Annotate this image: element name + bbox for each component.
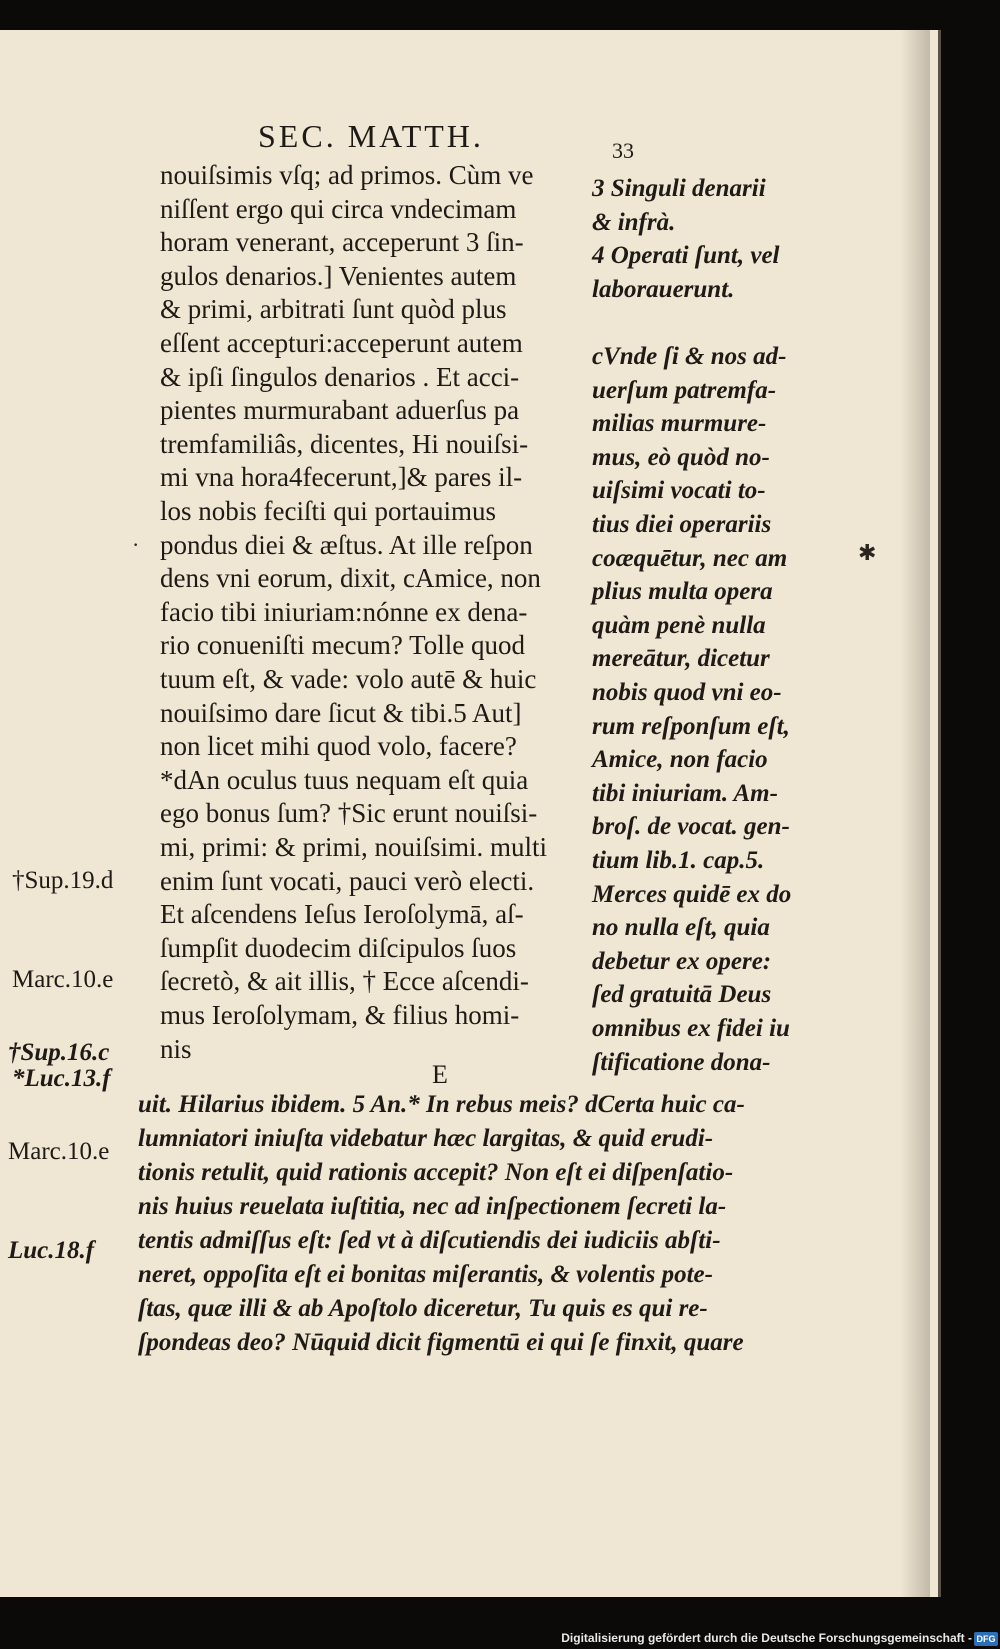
main-text-line: rio conueniſti mecum? Tolle quod — [160, 630, 526, 661]
main-text-line: tremfamiliâs, dicentes, Hi nouiſsi- — [160, 428, 529, 459]
main-text-line: los nobis feciſti qui portauimus — [160, 496, 496, 526]
gloss-line: quàm penè nulla — [592, 611, 766, 639]
main-text-line: mus Ieroſolymam, & filius homi- — [160, 1000, 520, 1030]
main-text-line: & primi, arbitrati ſunt quòd plus — [160, 294, 507, 325]
margin-reference: Luc.18.f — [8, 1237, 95, 1264]
ink-speck: · — [132, 532, 140, 557]
gloss-line: laborauerunt. — [592, 275, 735, 303]
gloss-line: nobis quod vni eo- — [592, 679, 782, 706]
main-text-line: mi vna hora4fecerunt,]& pares il- — [160, 462, 523, 493]
gloss-line: tius diei operariis — [592, 511, 772, 538]
main-text-line: nis — [160, 1033, 192, 1064]
margin-reference-group-2 — [8, 970, 109, 1300]
gloss-line: 3 Singuli denarii — [592, 175, 766, 202]
main-text-line: niſſent ergo qui circa vndecimam — [160, 193, 517, 224]
commentary-line: nis huius reuelata iuſtitia, nec ad inſpectionem ſecreti la- — [138, 1193, 727, 1220]
gloss-line: broſ. de vocat. gen- — [592, 813, 790, 841]
running-title: SEC. MATTH. — [258, 118, 484, 154]
gloss-line: Merces quidē ex do — [592, 880, 792, 908]
gloss-line: ſed gratuitā Deus — [592, 981, 772, 1009]
main-text-line: ego bonus ſum? †Sic erunt nouiſsi- — [160, 798, 538, 829]
signature-mark: E — [432, 1060, 448, 1089]
main-text-line: tuum eſt, & vade: volo autē & huic — [160, 664, 537, 694]
commentary-line: neret, oppoſita eſt ei bonitas miſerantis, & volentis pote- — [138, 1261, 713, 1288]
main-text-line: *dAn oculus tuus nequam eſt quia — [160, 764, 529, 795]
dfg-logo: DFG — [974, 1632, 998, 1646]
footer-credit: Digitalisierung gefördert durch die Deutsche Forschungsgemeinschaft - — [561, 1631, 972, 1645]
gloss-line: uiſsimi vocati to- — [592, 477, 766, 505]
commentary-line: tentis admiſſus eſt: ſed vt à diſcutiendis dei iudiciis abſti- — [138, 1227, 721, 1254]
main-text-line: & ipſi ſingulos denarios . Et acci- — [160, 361, 520, 392]
main-text-line: facio tibi iniuriam:nónne ex dena- — [160, 596, 528, 627]
main-text-line: horam venerant, acceperunt 3 ſin- — [160, 227, 524, 258]
margin-reference: Marc.10.e — [8, 1138, 110, 1165]
gloss-line: tium lib.1. cap.5. — [592, 847, 765, 874]
gloss-line: cVnde ſi & nos ad- — [592, 343, 787, 370]
main-text-line: gulos denarios.] Venientes autem — [160, 260, 517, 291]
margin-reference: †Sup.16.c — [8, 1039, 110, 1066]
gloss-line: 4 Operati ſunt, vel — [592, 242, 780, 270]
gloss-line: mus, eò quòd no- — [592, 443, 770, 471]
asterisk-mark-icon: ✱ — [858, 540, 877, 565]
gloss-line: no nulla eſt, quia — [592, 914, 770, 942]
page-number: 33 — [612, 138, 634, 163]
gloss-line: ſtificatione dona- — [592, 1048, 771, 1076]
main-text-line: pondus diei & æſtus. At ille reſpon — [160, 529, 533, 560]
gloss-line: & infrà. — [592, 208, 676, 236]
gloss-line: milias murmure- — [592, 410, 767, 438]
gloss-line: rum reſponſum eſt, — [592, 712, 790, 740]
commentary-line: tionis retulit, quid rationis accepit? Non eſt ei diſpenſatio- — [138, 1159, 734, 1186]
gloss-line: plius multa opera — [592, 578, 773, 606]
main-text-line: ſumpſit duodecim diſcipulos ſuos — [160, 932, 517, 963]
main-text-line: Et aſcendens Ieſus Ieroſolymā, aſ- — [160, 899, 524, 930]
gloss-line: tibi iniuriam. Am- — [592, 779, 778, 807]
commentary-line: ſtas, quæ illi & ab Apoſtolo diceretur, Tu quis es qui re- — [138, 1295, 708, 1322]
commentary-line: ſpondeas deo? Nūquid dicit figmentū ei qui ſe finxit, quare — [138, 1329, 744, 1356]
gloss-line: Amice, non facio — [592, 746, 768, 774]
gloss-line: debetur ex opere: — [592, 947, 772, 975]
gloss-line: omnibus ex fidei iu — [592, 1015, 790, 1042]
main-text-line: eſſent accepturi:acceperunt autem — [160, 328, 523, 358]
gloss-line: coæquētur, nec am — [592, 544, 788, 572]
commentary-line: lumniatori iniuſta videbatur hæc largitas, & quid erudi- — [138, 1125, 714, 1152]
main-text-line: dens vni eorum, dixit, cAmice, non — [160, 563, 541, 594]
margin-reference: Marc.10.e — [12, 966, 114, 993]
margin-reference: *Luc.13.f — [12, 1065, 111, 1092]
main-text-line: non licet mihi quod volo, facere? — [160, 731, 517, 762]
gloss-line: mereātur, dicetur — [592, 645, 770, 673]
margin-reference: †Sup.19.d — [12, 867, 114, 894]
main-text-line: ſecretò, & ait illis, † Ecce aſcendi- — [160, 966, 529, 997]
main-text-line: nouiſsimo dare ſicut & tibi.5 Aut] — [160, 697, 522, 728]
gloss-line: uerſum patremfa- — [592, 376, 777, 404]
commentary-line: uit. Hilarius ibidem. 5 An.* In rebus meis? dCerta huic ca- — [138, 1091, 745, 1118]
main-text-line: enim ſunt vocati, pauci verò electi. — [160, 865, 535, 896]
main-text-line: pientes murmurabant aduerſus pa — [160, 395, 520, 426]
main-text-line: mi, primi: & primi, nouiſsimi. multi — [160, 832, 548, 862]
main-text-line: nouiſsimis vſq; ad primos. Cùm ve — [160, 160, 534, 190]
page-edge-shadow — [900, 30, 930, 1597]
